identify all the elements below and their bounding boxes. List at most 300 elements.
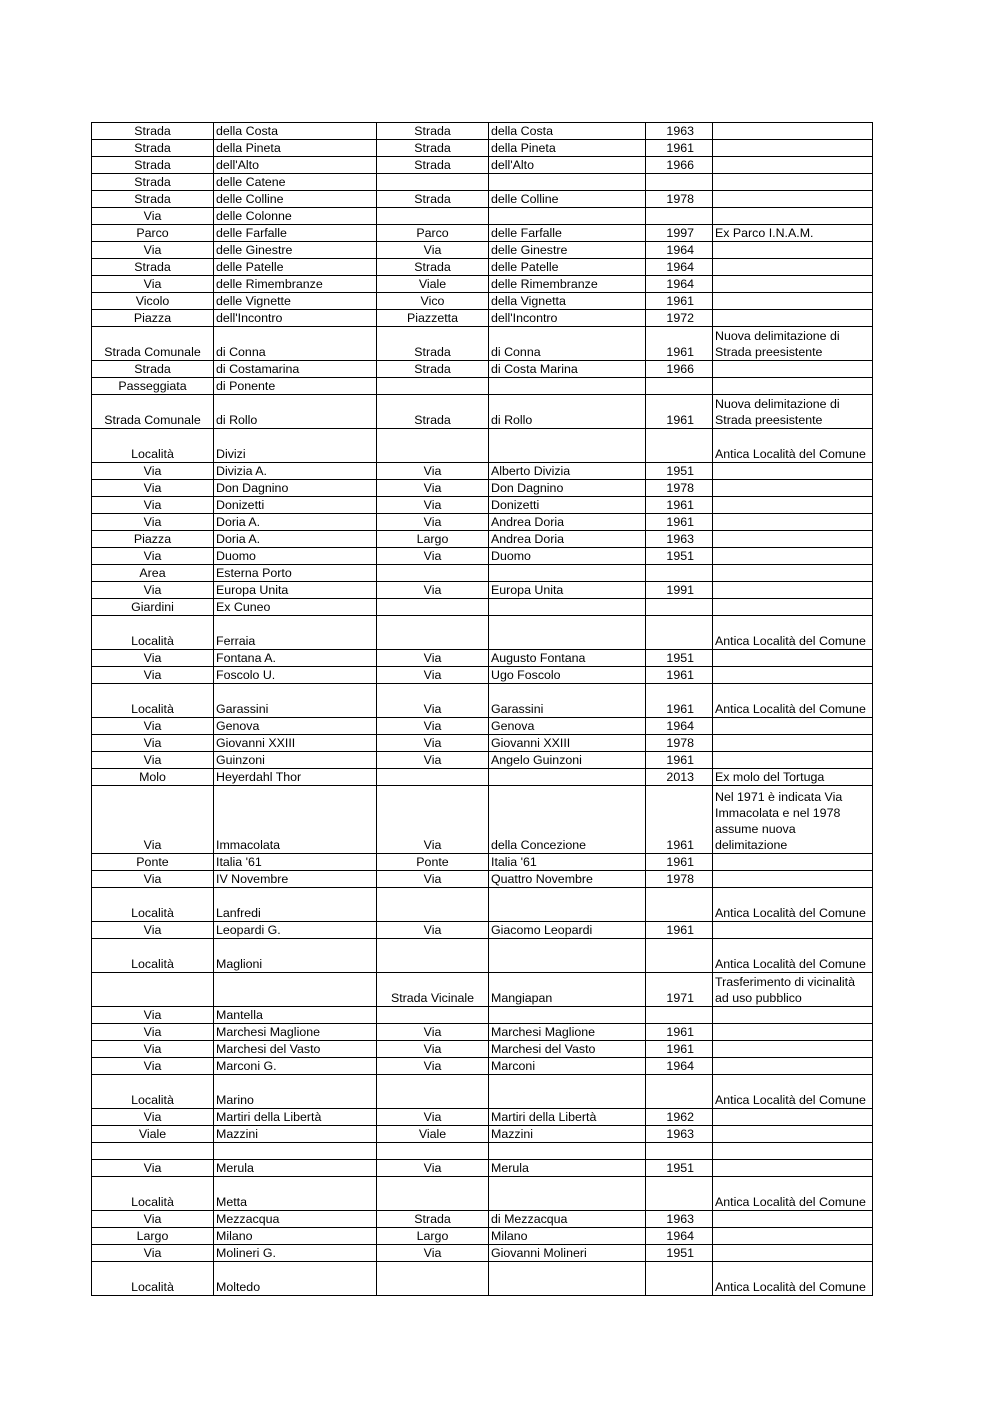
table-row bbox=[92, 650, 873, 667]
note-cell bbox=[713, 463, 873, 480]
note-cell bbox=[713, 480, 873, 497]
new-name-cell: Martiri della Libertà bbox=[489, 1109, 646, 1126]
old-name-cell: di Rollo bbox=[214, 395, 377, 429]
year-cell bbox=[646, 208, 713, 225]
old-type-cell: Via bbox=[92, 1160, 214, 1177]
new-name-cell bbox=[489, 769, 646, 786]
note-cell bbox=[713, 599, 873, 616]
note-cell bbox=[713, 242, 873, 259]
new-type-cell: Via bbox=[377, 1245, 489, 1262]
table-row bbox=[92, 514, 873, 531]
old-type-cell: Via bbox=[92, 1024, 214, 1041]
old-name-cell: di Ponente bbox=[214, 378, 377, 395]
old-type-cell: Località bbox=[92, 1075, 214, 1109]
new-name-cell: Andrea Doria bbox=[489, 531, 646, 548]
new-type-cell: Vico bbox=[377, 293, 489, 310]
new-type-cell: Ponte bbox=[377, 854, 489, 871]
old-name-cell: Mantella bbox=[214, 1007, 377, 1024]
old-name-cell: Doria A. bbox=[214, 514, 377, 531]
new-name-cell: Ugo Foscolo bbox=[489, 667, 646, 684]
old-type-cell: Località bbox=[92, 888, 214, 922]
table-row bbox=[92, 1245, 873, 1262]
old-name-cell: Moltedo bbox=[214, 1262, 377, 1296]
new-name-cell: delle Ginestre bbox=[489, 242, 646, 259]
note-cell bbox=[713, 1058, 873, 1075]
year-cell: 1963 bbox=[646, 1211, 713, 1228]
old-name-cell: delle Colonne bbox=[214, 208, 377, 225]
old-name-cell: delle Rimembranze bbox=[214, 276, 377, 293]
note-cell bbox=[713, 718, 873, 735]
note-cell: Trasferimento di vicinalità ad uso pubblico bbox=[713, 973, 873, 1007]
new-type-cell bbox=[377, 1143, 489, 1160]
note-cell: Antica Località del Comune bbox=[713, 616, 873, 650]
year-cell: 1963 bbox=[646, 531, 713, 548]
old-type-cell: Viale bbox=[92, 1126, 214, 1143]
old-type-cell: Strada bbox=[92, 157, 214, 174]
street-names-table bbox=[91, 122, 873, 1296]
year-cell bbox=[646, 429, 713, 463]
note-cell bbox=[713, 361, 873, 378]
new-name-cell: di Costa Marina bbox=[489, 361, 646, 378]
table-row bbox=[92, 276, 873, 293]
new-name-cell: della Pineta bbox=[489, 140, 646, 157]
old-type-cell: Via bbox=[92, 276, 214, 293]
old-type-cell: Località bbox=[92, 616, 214, 650]
year-cell: 1961 bbox=[646, 854, 713, 871]
table-row bbox=[92, 854, 873, 871]
new-name-cell: Marchesi del Vasto bbox=[489, 1041, 646, 1058]
old-name-cell: Heyerdahl Thor bbox=[214, 769, 377, 786]
year-cell: 1961 bbox=[646, 327, 713, 361]
table-row bbox=[92, 1109, 873, 1126]
old-name-cell: Guinzoni bbox=[214, 752, 377, 769]
table-row bbox=[92, 752, 873, 769]
old-type-cell: Area bbox=[92, 565, 214, 582]
new-name-cell: Andrea Doria bbox=[489, 514, 646, 531]
new-name-cell: di Conna bbox=[489, 327, 646, 361]
old-type-cell: Via bbox=[92, 548, 214, 565]
note-cell bbox=[713, 514, 873, 531]
note-cell bbox=[713, 1245, 873, 1262]
note-cell bbox=[713, 497, 873, 514]
table-row bbox=[92, 769, 873, 786]
note-cell: Antica Località del Comune bbox=[713, 939, 873, 973]
old-name-cell: Immacolata bbox=[214, 786, 377, 854]
old-name-cell bbox=[214, 1143, 377, 1160]
new-type-cell: Strada Vicinale bbox=[377, 973, 489, 1007]
old-type-cell: Via bbox=[92, 735, 214, 752]
new-name-cell: Don Dagnino bbox=[489, 480, 646, 497]
old-name-cell: Don Dagnino bbox=[214, 480, 377, 497]
table-row bbox=[92, 293, 873, 310]
note-cell bbox=[713, 1007, 873, 1024]
year-cell: 1951 bbox=[646, 650, 713, 667]
table-row bbox=[92, 565, 873, 582]
old-name-cell: Marconi G. bbox=[214, 1058, 377, 1075]
note-cell: Antica Località del Comune bbox=[713, 1075, 873, 1109]
table-row bbox=[92, 1041, 873, 1058]
year-cell: 1951 bbox=[646, 463, 713, 480]
new-type-cell: Via bbox=[377, 667, 489, 684]
note-cell bbox=[713, 191, 873, 208]
year-cell: 1961 bbox=[646, 497, 713, 514]
new-name-cell: Giacomo Leopardi bbox=[489, 922, 646, 939]
year-cell: 1963 bbox=[646, 1126, 713, 1143]
old-type-cell: Strada bbox=[92, 361, 214, 378]
old-name-cell: delle Ginestre bbox=[214, 242, 377, 259]
old-name-cell: Europa Unita bbox=[214, 582, 377, 599]
year-cell: 1961 bbox=[646, 786, 713, 854]
old-name-cell: della Pineta bbox=[214, 140, 377, 157]
year-cell: 1997 bbox=[646, 225, 713, 242]
table-row bbox=[92, 1262, 873, 1296]
table-row bbox=[92, 973, 873, 1007]
new-name-cell bbox=[489, 1143, 646, 1160]
note-cell bbox=[713, 208, 873, 225]
year-cell bbox=[646, 1007, 713, 1024]
old-name-cell: delle Catene bbox=[214, 174, 377, 191]
table-row bbox=[92, 191, 873, 208]
table-row bbox=[92, 599, 873, 616]
table-row bbox=[92, 888, 873, 922]
old-type-cell: Via bbox=[92, 1245, 214, 1262]
year-cell: 1961 bbox=[646, 922, 713, 939]
old-name-cell: Leopardi G. bbox=[214, 922, 377, 939]
old-type-cell: Via bbox=[92, 922, 214, 939]
new-type-cell: Via bbox=[377, 1058, 489, 1075]
year-cell: 1961 bbox=[646, 684, 713, 718]
note-cell: Antica Località del Comune bbox=[713, 684, 873, 718]
new-name-cell: Quattro Novembre bbox=[489, 871, 646, 888]
note-cell bbox=[713, 548, 873, 565]
new-type-cell bbox=[377, 616, 489, 650]
new-name-cell bbox=[489, 565, 646, 582]
year-cell: 1991 bbox=[646, 582, 713, 599]
table-row bbox=[92, 395, 873, 429]
new-type-cell bbox=[377, 769, 489, 786]
table-row bbox=[92, 174, 873, 191]
new-type-cell: Via bbox=[377, 718, 489, 735]
old-type-cell: Piazza bbox=[92, 310, 214, 327]
table-row bbox=[92, 1160, 873, 1177]
table-row bbox=[92, 123, 873, 140]
new-name-cell: delle Rimembranze bbox=[489, 276, 646, 293]
new-type-cell: Via bbox=[377, 684, 489, 718]
table-row bbox=[92, 871, 873, 888]
new-type-cell: Strada bbox=[377, 191, 489, 208]
old-type-cell: Via bbox=[92, 786, 214, 854]
old-type-cell: Via bbox=[92, 752, 214, 769]
year-cell: 1966 bbox=[646, 361, 713, 378]
new-type-cell bbox=[377, 599, 489, 616]
note-cell bbox=[713, 565, 873, 582]
table-row bbox=[92, 922, 873, 939]
old-name-cell: delle Farfalle bbox=[214, 225, 377, 242]
new-type-cell bbox=[377, 174, 489, 191]
old-type-cell: Via bbox=[92, 718, 214, 735]
new-name-cell bbox=[489, 1177, 646, 1211]
note-cell: Nuova delimitazione di Strada preesistente bbox=[713, 327, 873, 361]
table-row bbox=[92, 667, 873, 684]
old-type-cell: Giardini bbox=[92, 599, 214, 616]
year-cell bbox=[646, 1075, 713, 1109]
table-row bbox=[92, 548, 873, 565]
note-cell bbox=[713, 531, 873, 548]
old-name-cell: Lanfredi bbox=[214, 888, 377, 922]
old-type-cell: Strada Comunale bbox=[92, 327, 214, 361]
new-name-cell bbox=[489, 888, 646, 922]
new-type-cell: Via bbox=[377, 922, 489, 939]
table-row bbox=[92, 157, 873, 174]
new-type-cell: Via bbox=[377, 786, 489, 854]
table-row bbox=[92, 463, 873, 480]
table-row bbox=[92, 1126, 873, 1143]
table-row bbox=[92, 1177, 873, 1211]
new-name-cell bbox=[489, 174, 646, 191]
old-name-cell: Milano bbox=[214, 1228, 377, 1245]
old-name-cell: Italia '61 bbox=[214, 854, 377, 871]
new-type-cell: Via bbox=[377, 463, 489, 480]
note-cell bbox=[713, 378, 873, 395]
old-type-cell: Località bbox=[92, 1262, 214, 1296]
new-name-cell: della Costa bbox=[489, 123, 646, 140]
new-type-cell: Strada bbox=[377, 1211, 489, 1228]
old-type-cell: Via bbox=[92, 497, 214, 514]
old-name-cell: Divizi bbox=[214, 429, 377, 463]
old-type-cell: Via bbox=[92, 1041, 214, 1058]
year-cell: 1961 bbox=[646, 140, 713, 157]
old-name-cell: delle Patelle bbox=[214, 259, 377, 276]
year-cell bbox=[646, 888, 713, 922]
old-name-cell: Divizia A. bbox=[214, 463, 377, 480]
note-cell bbox=[713, 752, 873, 769]
new-name-cell: Alberto Divizia bbox=[489, 463, 646, 480]
new-type-cell: Viale bbox=[377, 1126, 489, 1143]
note-cell bbox=[713, 1126, 873, 1143]
old-name-cell: Marchesi Maglione bbox=[214, 1024, 377, 1041]
new-name-cell: Giovanni XXIII bbox=[489, 735, 646, 752]
table-row bbox=[92, 582, 873, 599]
table-row bbox=[92, 786, 873, 854]
old-type-cell: Strada bbox=[92, 140, 214, 157]
note-cell: Nel 1971 è indicata Via Immacolata e nel 1978 assume nuova delimitazione bbox=[713, 786, 873, 854]
new-name-cell bbox=[489, 1007, 646, 1024]
new-name-cell: Milano bbox=[489, 1228, 646, 1245]
table-row bbox=[92, 497, 873, 514]
old-name-cell: Ferraia bbox=[214, 616, 377, 650]
table-row bbox=[92, 361, 873, 378]
year-cell bbox=[646, 378, 713, 395]
new-type-cell: Parco bbox=[377, 225, 489, 242]
new-name-cell: delle Farfalle bbox=[489, 225, 646, 242]
table-row bbox=[92, 378, 873, 395]
note-cell bbox=[713, 1024, 873, 1041]
new-type-cell: Via bbox=[377, 497, 489, 514]
table-row bbox=[92, 140, 873, 157]
new-name-cell: dell'Incontro bbox=[489, 310, 646, 327]
old-name-cell: Doria A. bbox=[214, 531, 377, 548]
old-name-cell: Genova bbox=[214, 718, 377, 735]
table-row bbox=[92, 208, 873, 225]
new-type-cell: Via bbox=[377, 514, 489, 531]
note-cell bbox=[713, 1041, 873, 1058]
old-type-cell: Via bbox=[92, 1058, 214, 1075]
new-name-cell: Angelo Guinzoni bbox=[489, 752, 646, 769]
old-name-cell: IV Novembre bbox=[214, 871, 377, 888]
new-type-cell: Via bbox=[377, 1109, 489, 1126]
table-row bbox=[92, 1058, 873, 1075]
table-row bbox=[92, 616, 873, 650]
new-type-cell: Via bbox=[377, 735, 489, 752]
note-cell: Antica Località del Comune bbox=[713, 429, 873, 463]
new-type-cell: Via bbox=[377, 1160, 489, 1177]
note-cell bbox=[713, 1228, 873, 1245]
old-name-cell: Duomo bbox=[214, 548, 377, 565]
new-type-cell bbox=[377, 888, 489, 922]
note-cell: Nuova delimitazione di Strada preesistente bbox=[713, 395, 873, 429]
note-cell bbox=[713, 582, 873, 599]
year-cell: 1961 bbox=[646, 1041, 713, 1058]
note-cell bbox=[713, 1143, 873, 1160]
year-cell bbox=[646, 174, 713, 191]
note-cell: Antica Località del Comune bbox=[713, 1262, 873, 1296]
old-type-cell: Via bbox=[92, 582, 214, 599]
new-type-cell: Via bbox=[377, 480, 489, 497]
new-name-cell: delle Colline bbox=[489, 191, 646, 208]
old-type-cell: Località bbox=[92, 684, 214, 718]
old-name-cell: Molineri G. bbox=[214, 1245, 377, 1262]
new-type-cell: Via bbox=[377, 752, 489, 769]
old-name-cell: delle Vignette bbox=[214, 293, 377, 310]
new-type-cell: Largo bbox=[377, 1228, 489, 1245]
new-name-cell: Marchesi Maglione bbox=[489, 1024, 646, 1041]
note-cell bbox=[713, 1109, 873, 1126]
old-type-cell: Via bbox=[92, 242, 214, 259]
new-type-cell: Via bbox=[377, 548, 489, 565]
old-type-cell: Località bbox=[92, 939, 214, 973]
new-name-cell: Donizetti bbox=[489, 497, 646, 514]
year-cell bbox=[646, 616, 713, 650]
year-cell: 1971 bbox=[646, 973, 713, 1007]
new-type-cell: Strada bbox=[377, 395, 489, 429]
new-name-cell: Garassini bbox=[489, 684, 646, 718]
year-cell: 1951 bbox=[646, 1160, 713, 1177]
note-cell: Antica Località del Comune bbox=[713, 888, 873, 922]
old-type-cell: Strada Comunale bbox=[92, 395, 214, 429]
old-name-cell: delle Colline bbox=[214, 191, 377, 208]
year-cell: 1978 bbox=[646, 480, 713, 497]
new-type-cell: Strada bbox=[377, 123, 489, 140]
note-cell bbox=[713, 310, 873, 327]
old-type-cell: Parco bbox=[92, 225, 214, 242]
year-cell: 1972 bbox=[646, 310, 713, 327]
old-name-cell: di Costamarina bbox=[214, 361, 377, 378]
year-cell: 1962 bbox=[646, 1109, 713, 1126]
new-type-cell: Piazzetta bbox=[377, 310, 489, 327]
old-type-cell: Molo bbox=[92, 769, 214, 786]
year-cell: 1961 bbox=[646, 395, 713, 429]
year-cell: 1964 bbox=[646, 259, 713, 276]
year-cell: 1964 bbox=[646, 242, 713, 259]
new-type-cell bbox=[377, 1075, 489, 1109]
new-name-cell bbox=[489, 378, 646, 395]
note-cell bbox=[713, 1211, 873, 1228]
new-type-cell: Via bbox=[377, 871, 489, 888]
note-cell bbox=[713, 123, 873, 140]
new-type-cell: Strada bbox=[377, 327, 489, 361]
table-row bbox=[92, 1211, 873, 1228]
year-cell bbox=[646, 599, 713, 616]
new-name-cell bbox=[489, 939, 646, 973]
old-type-cell: Via bbox=[92, 463, 214, 480]
old-name-cell: Mezzacqua bbox=[214, 1211, 377, 1228]
new-type-cell: Via bbox=[377, 650, 489, 667]
old-name-cell: dell'Incontro bbox=[214, 310, 377, 327]
old-name-cell: dell'Alto bbox=[214, 157, 377, 174]
new-name-cell bbox=[489, 1262, 646, 1296]
old-name-cell: Martiri della Libertà bbox=[214, 1109, 377, 1126]
old-type-cell: Via bbox=[92, 871, 214, 888]
old-name-cell: Donizetti bbox=[214, 497, 377, 514]
old-name-cell: Fontana A. bbox=[214, 650, 377, 667]
table-row bbox=[92, 939, 873, 973]
note-cell: Antica Località del Comune bbox=[713, 1177, 873, 1211]
old-type-cell: Via bbox=[92, 1109, 214, 1126]
year-cell: 1951 bbox=[646, 1245, 713, 1262]
new-type-cell bbox=[377, 565, 489, 582]
new-name-cell bbox=[489, 208, 646, 225]
note-cell: Ex Parco I.N.A.M. bbox=[713, 225, 873, 242]
year-cell: 1961 bbox=[646, 514, 713, 531]
new-name-cell: dell'Alto bbox=[489, 157, 646, 174]
note-cell: Ex molo del Tortuga bbox=[713, 769, 873, 786]
year-cell: 1961 bbox=[646, 293, 713, 310]
new-type-cell: Strada bbox=[377, 259, 489, 276]
year-cell: 1964 bbox=[646, 718, 713, 735]
year-cell: 2013 bbox=[646, 769, 713, 786]
old-type-cell: Vicolo bbox=[92, 293, 214, 310]
table-row bbox=[92, 259, 873, 276]
year-cell: 1961 bbox=[646, 1024, 713, 1041]
new-name-cell: delle Patelle bbox=[489, 259, 646, 276]
year-cell bbox=[646, 565, 713, 582]
year-cell bbox=[646, 1143, 713, 1160]
old-type-cell: Strada bbox=[92, 191, 214, 208]
old-type-cell: Largo bbox=[92, 1228, 214, 1245]
new-name-cell: Giovanni Molineri bbox=[489, 1245, 646, 1262]
year-cell bbox=[646, 1262, 713, 1296]
old-name-cell bbox=[214, 973, 377, 1007]
year-cell: 1978 bbox=[646, 735, 713, 752]
new-type-cell bbox=[377, 208, 489, 225]
new-name-cell: Duomo bbox=[489, 548, 646, 565]
new-name-cell: della Concezione bbox=[489, 786, 646, 854]
table-row bbox=[92, 1075, 873, 1109]
table-row bbox=[92, 310, 873, 327]
old-name-cell: Marino bbox=[214, 1075, 377, 1109]
old-type-cell: Piazza bbox=[92, 531, 214, 548]
new-name-cell: Europa Unita bbox=[489, 582, 646, 599]
table-row bbox=[92, 718, 873, 735]
old-type-cell: Strada bbox=[92, 123, 214, 140]
old-name-cell: della Costa bbox=[214, 123, 377, 140]
new-name-cell: Augusto Fontana bbox=[489, 650, 646, 667]
year-cell: 1964 bbox=[646, 1228, 713, 1245]
new-type-cell: Via bbox=[377, 1024, 489, 1041]
year-cell: 1978 bbox=[646, 191, 713, 208]
old-type-cell: Località bbox=[92, 1177, 214, 1211]
table-row bbox=[92, 684, 873, 718]
